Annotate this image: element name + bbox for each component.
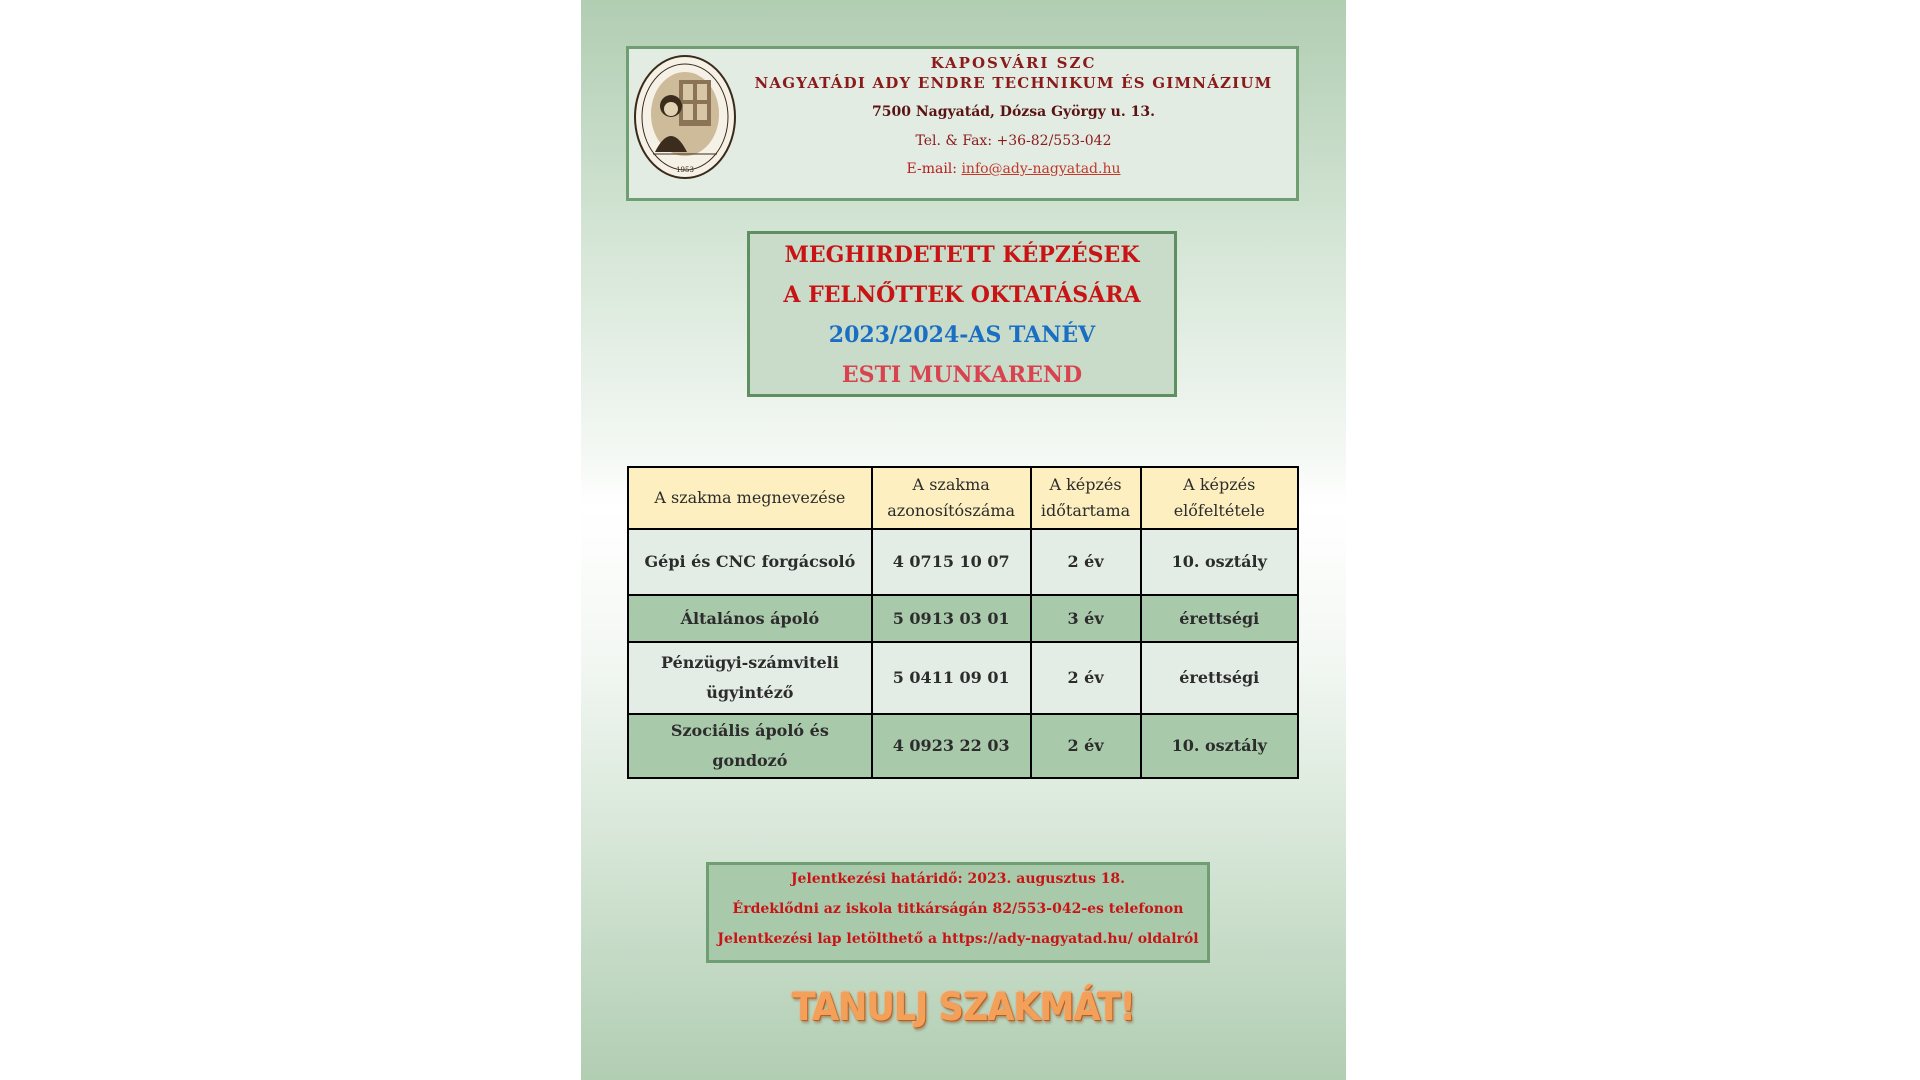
district-name: KAPOSVÁRI SZC [930,54,1097,72]
school-name: NAGYATÁDI ADY ENDRE TECHNIKUM ÉS GIMNÁZIUM [754,74,1273,92]
title-line-1: MEGHIRDETETT KÉPZÉSEK [784,242,1140,268]
column-header: A szakma megnevezése [628,467,872,529]
profession-id: 5 0913 03 01 [872,595,1031,642]
profession-id: 5 0411 09 01 [872,642,1031,714]
title-line-2: A FELNŐTTEK OKTATÁSÁRA [783,282,1141,308]
school-year: 2023/2024-AS TANÉV [828,322,1096,348]
training-duration: 3 év [1031,595,1141,642]
prerequisite: 10. osztály [1141,714,1299,778]
column-header: A képzés időtartama [1031,467,1141,529]
profession-name: Általános ápoló [628,595,872,642]
flyer-page [581,0,1346,1080]
profession-name: Gépi és CNC forgácsoló [628,529,872,595]
trainings-table [627,466,1299,779]
table-row [628,642,1298,714]
profession-id: 4 0923 22 03 [872,714,1031,778]
school-address: 7500 Nagyatád, Dózsa György u. 13. [872,104,1155,120]
prerequisite: érettségi [1141,595,1299,642]
school-seal-logo [633,54,737,181]
prerequisite: 10. osztály [1141,529,1299,595]
profession-name: Pénzügyi-számviteli ügyintéző [628,642,872,714]
email-link[interactable]: info@ady-nagyatad.hu [961,161,1121,177]
email-label: E-mail: [906,161,962,177]
training-duration: 2 év [1031,642,1141,714]
prerequisite: érettségi [1141,642,1299,714]
table-row [628,714,1298,778]
training-duration: 2 év [1031,529,1141,595]
seal-year: 1953 [676,166,694,174]
profession-id: 4 0715 10 07 [872,529,1031,595]
school-header [626,46,1299,201]
table-header-row [628,467,1298,529]
schedule-type: ESTI MUNKAREND [841,362,1083,388]
download-info: Jelentkezési lap letölthető a https://ady-nagyatad.hu/ oldalról [717,931,1199,947]
contact-info: Érdeklődni az iskola titkárságán 82/553-042-es telefonon [732,901,1184,917]
table-row [628,595,1298,642]
title-box [747,231,1177,397]
column-header: A szakma azonosítószáma [872,467,1031,529]
email-line [739,161,1288,177]
slogan: TANULJ SZAKMÁT! [791,985,1136,1029]
column-header: A képzés előfeltétele [1141,467,1299,529]
table-row [628,529,1298,595]
training-duration: 2 év [1031,714,1141,778]
profession-name: Szociális ápoló és gondozó [628,714,872,778]
school-phone: Tel. & Fax: +36-82/553-042 [915,133,1112,149]
application-deadline: Jelentkezési határidő: 2023. augusztus 18. [790,871,1126,887]
application-info-box [706,862,1210,963]
